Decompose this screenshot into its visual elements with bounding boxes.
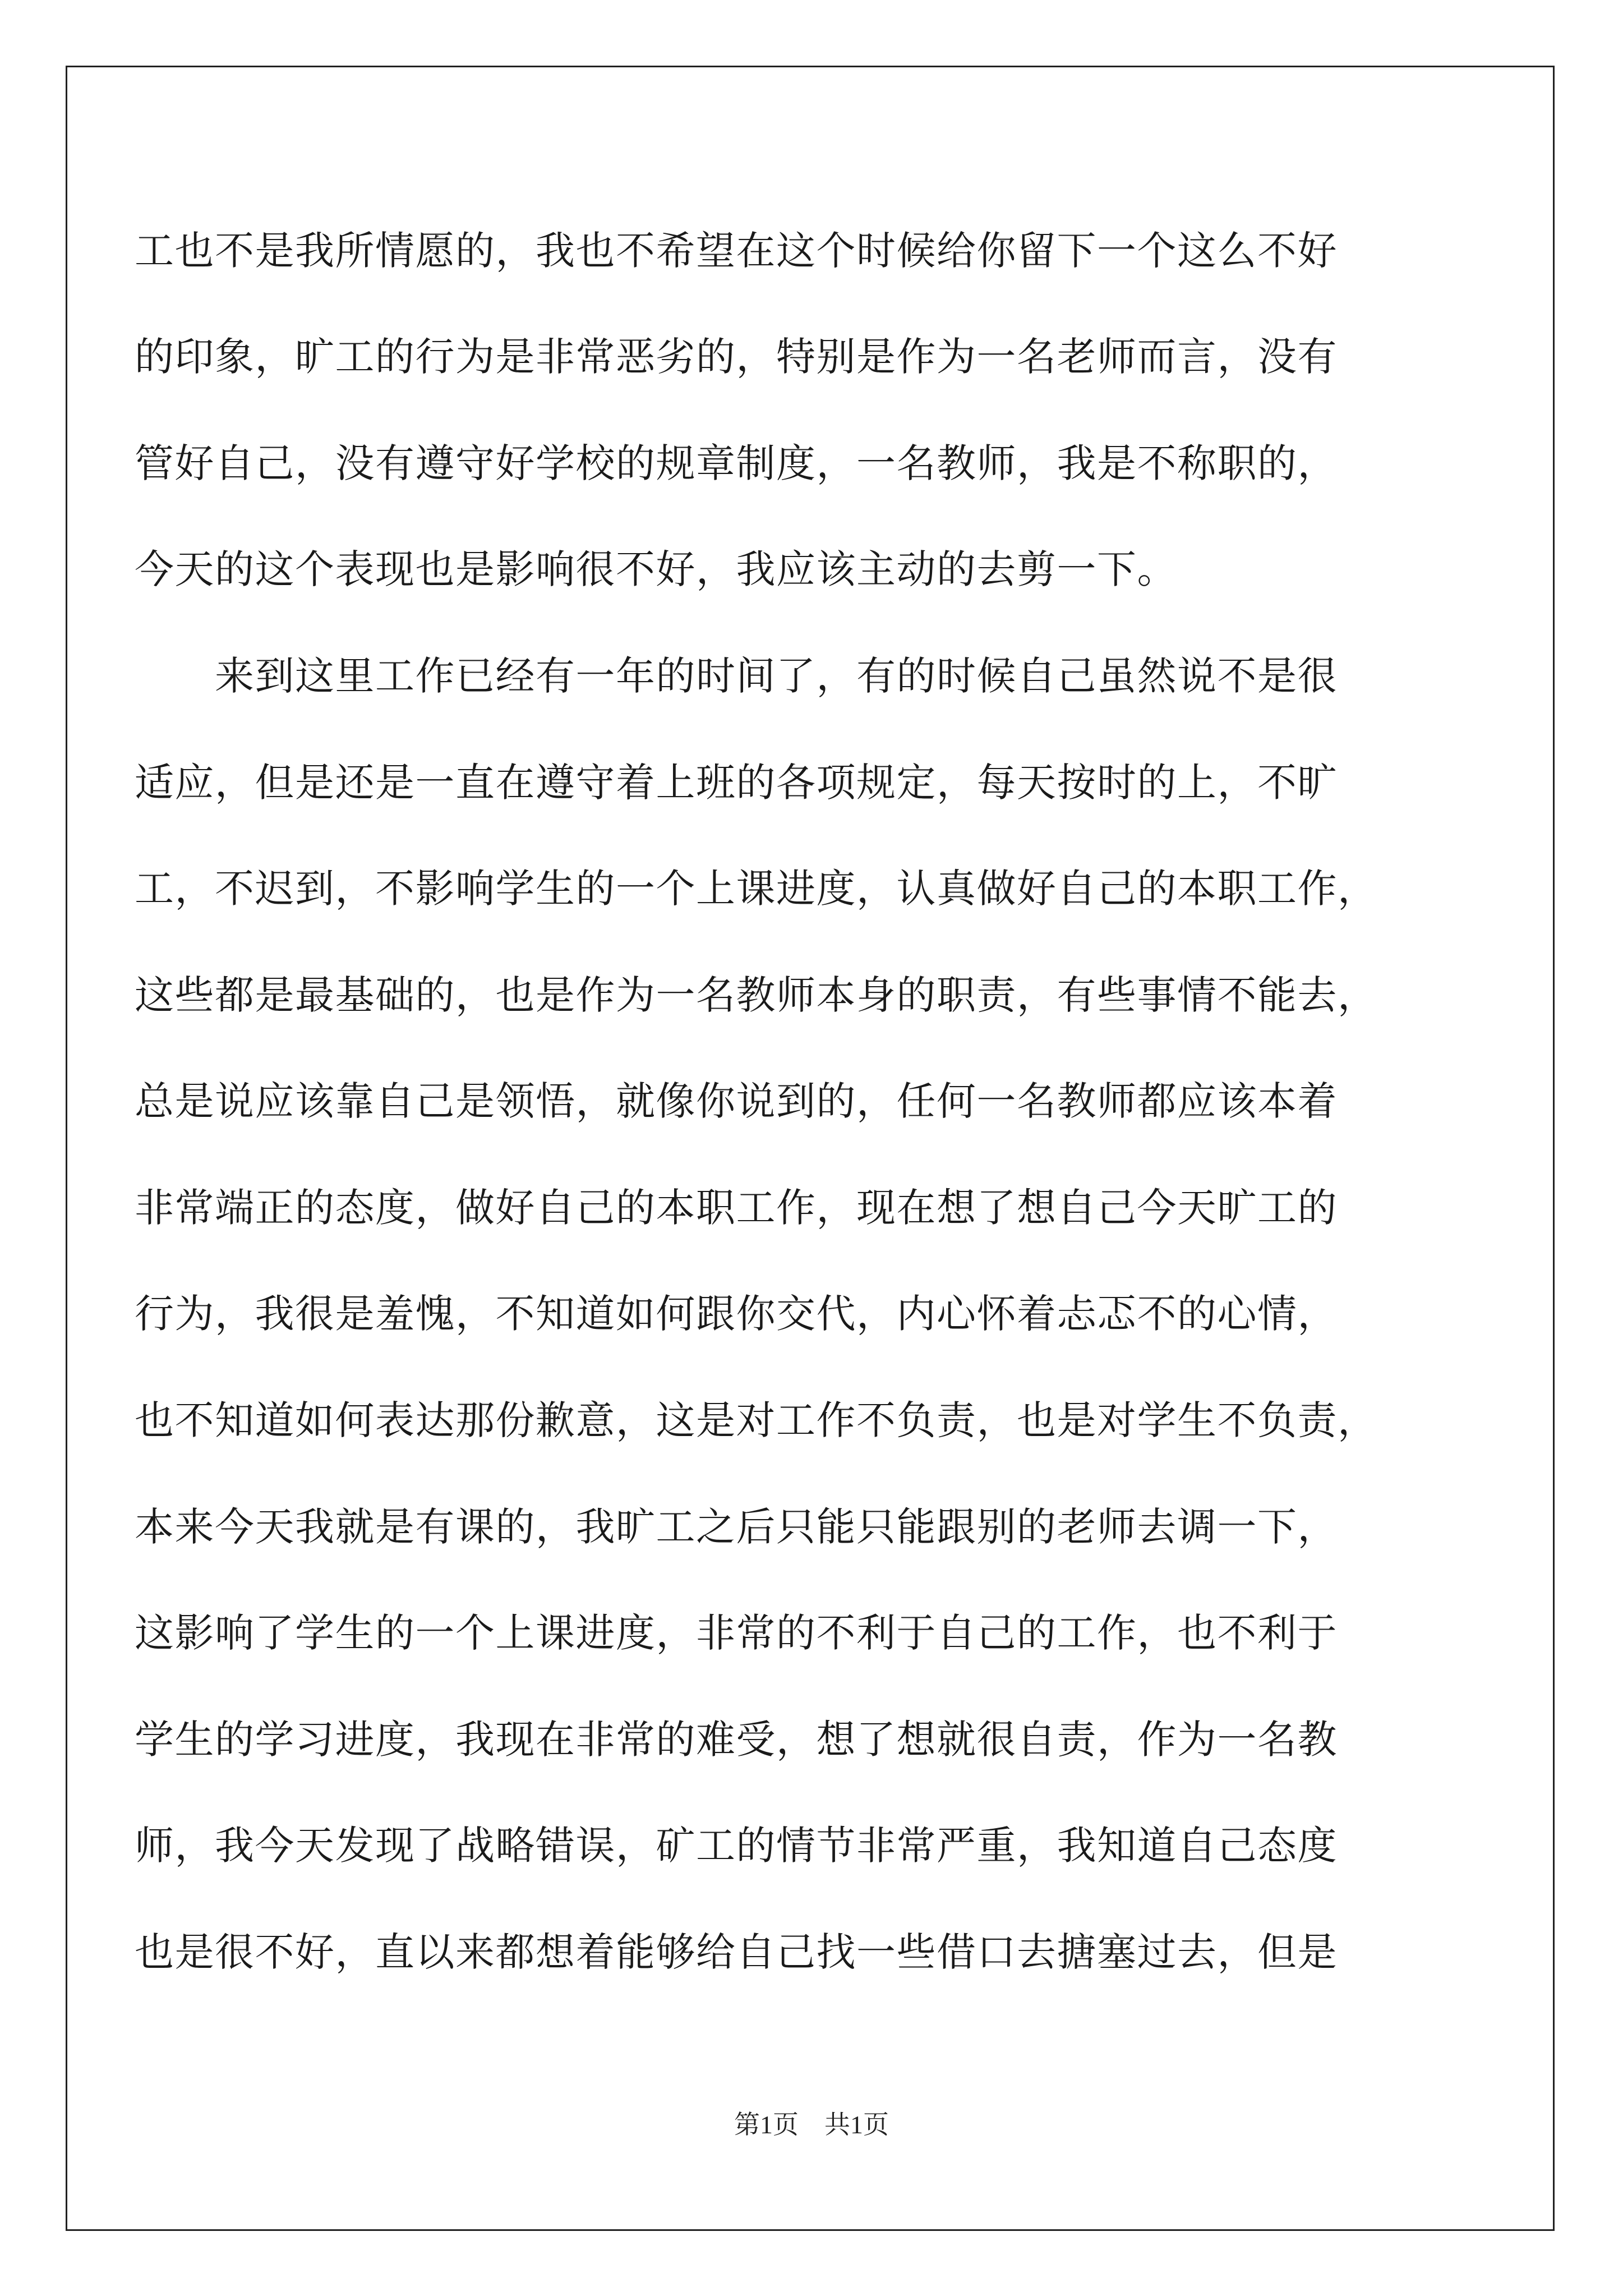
- text-line: 师，我今天发现了战略错误，矿工的情节非常严重，我知道自己态度: [135, 1823, 1338, 1869]
- text-line: 的印象，旷工的行为是非常恶劣的，特别是作为一名老师而言，没有: [135, 334, 1338, 380]
- text-line: 来到这里工作已经有一年的时间了，有的时候自己虽然说不是很: [135, 653, 1338, 699]
- text-line: 今天的这个表现也是影响很不好，我应该主动的去剪一下。: [135, 546, 1177, 592]
- text-line: 这些都是最基础的，也是作为一名教师本身的职责，有些事情不能去，: [135, 972, 1378, 1018]
- text-line: 也不知道如何表达那份歉意，这是对工作不负责，也是对学生不负责，: [135, 1397, 1378, 1443]
- text-line: 行为，我很是羞愧，不知道如何跟你交代，内心怀着忐忑不的心情，: [135, 1291, 1338, 1337]
- text-line: 工，不迟到，不影响学生的一个上课进度，认真做好自己的本职工作，: [135, 866, 1378, 912]
- page-border: [66, 66, 1555, 2231]
- page-number-footer: 第1页 共1页: [734, 2110, 889, 2139]
- text-line: 适应，但是还是一直在遵守着上班的各项规定，每天按时的上，不旷: [135, 760, 1338, 806]
- text-line: 本来今天我就是有课的，我旷工之后只能只能跟别的老师去调一下，: [135, 1504, 1338, 1550]
- text-line: 工也不是我所情愿的，我也不希望在这个时候给你留下一个这么不好: [135, 228, 1338, 274]
- text-line: 也是很不好，直以来都想着能够给自己找一些借口去搪塞过去，但是: [135, 1929, 1338, 1975]
- text-line: 非常端正的态度，做好自己的本职工作，现在想了想自己今天旷工的: [135, 1185, 1338, 1231]
- text-line: 学生的学习进度，我现在非常的难受，想了想就很自责，作为一名教: [135, 1717, 1338, 1763]
- text-line: 这影响了学生的一个上课进度，非常的不利于自己的工作，也不利于: [135, 1610, 1338, 1656]
- text-line: 总是说应该靠自己是领悟，就像你说到的，任何一名教师都应该本着: [135, 1078, 1338, 1124]
- text-line: 管好自己，没有遵守好学校的规章制度，一名教师，我是不称职的，: [135, 440, 1338, 486]
